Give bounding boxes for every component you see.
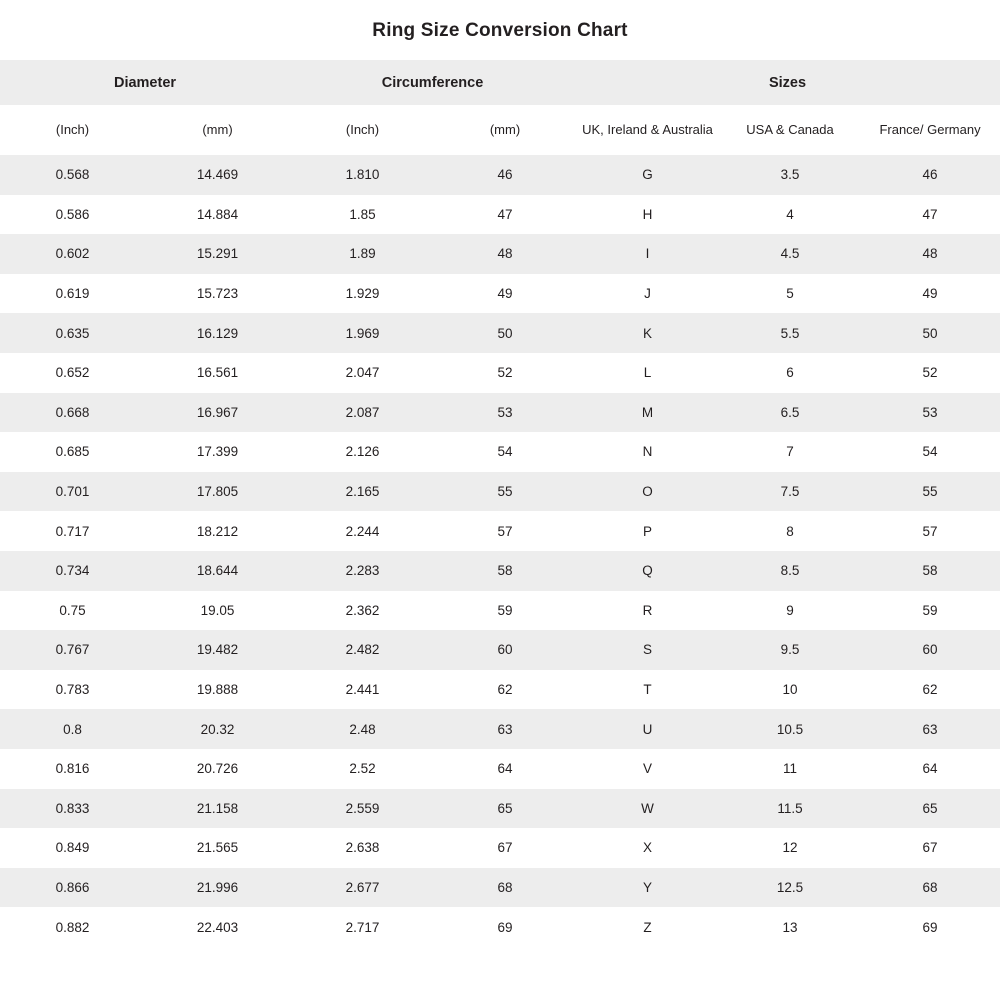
cell-diameter-inch: 0.685	[0, 432, 145, 472]
table-row	[0, 432, 1000, 472]
cell-usa-size: 10	[720, 670, 860, 710]
table-row	[0, 472, 1000, 512]
cell-circumference-mm: 57	[435, 511, 575, 551]
cell-diameter-inch: 0.602	[0, 234, 145, 274]
cell-circumference-inch: 1.89	[290, 234, 435, 274]
cell-france-size: 58	[860, 551, 1000, 591]
cell-uk-size: O	[575, 472, 720, 512]
column-header-diameter-inch: (Inch)	[0, 105, 145, 155]
cell-diameter-inch: 0.734	[0, 551, 145, 591]
cell-circumference-mm: 65	[435, 789, 575, 829]
cell-uk-size: Q	[575, 551, 720, 591]
cell-uk-size: Y	[575, 868, 720, 908]
table-header	[0, 60, 1000, 155]
table-row	[0, 313, 1000, 353]
cell-france-size: 64	[860, 749, 1000, 789]
sub-header-row	[0, 105, 1000, 155]
cell-circumference-inch: 2.638	[290, 828, 435, 868]
group-header-diameter: Diameter	[0, 60, 290, 105]
cell-circumference-mm: 59	[435, 591, 575, 631]
cell-france-size: 48	[860, 234, 1000, 274]
cell-diameter-mm: 21.158	[145, 789, 290, 829]
cell-diameter-inch: 0.882	[0, 907, 145, 947]
cell-circumference-inch: 2.087	[290, 393, 435, 433]
table-row	[0, 511, 1000, 551]
table-row	[0, 393, 1000, 433]
cell-france-size: 52	[860, 353, 1000, 393]
cell-diameter-mm: 18.212	[145, 511, 290, 551]
cell-circumference-mm: 60	[435, 630, 575, 670]
cell-usa-size: 5	[720, 274, 860, 314]
cell-circumference-mm: 68	[435, 868, 575, 908]
table-row	[0, 828, 1000, 868]
cell-uk-size: N	[575, 432, 720, 472]
table-row	[0, 274, 1000, 314]
cell-diameter-mm: 21.565	[145, 828, 290, 868]
cell-circumference-mm: 53	[435, 393, 575, 433]
cell-uk-size: W	[575, 789, 720, 829]
cell-circumference-inch: 2.559	[290, 789, 435, 829]
column-header-uk-ireland-australia: UK, Ireland & Australia	[575, 105, 720, 155]
cell-diameter-mm: 14.469	[145, 155, 290, 195]
cell-uk-size: L	[575, 353, 720, 393]
cell-circumference-mm: 49	[435, 274, 575, 314]
table-row	[0, 155, 1000, 195]
cell-diameter-inch: 0.767	[0, 630, 145, 670]
cell-uk-size: I	[575, 234, 720, 274]
table-row	[0, 789, 1000, 829]
cell-usa-size: 3.5	[720, 155, 860, 195]
cell-france-size: 55	[860, 472, 1000, 512]
column-header-usa-canada: USA & Canada	[720, 105, 860, 155]
column-header-france-germany: France/ Germany	[860, 105, 1000, 155]
cell-diameter-inch: 0.783	[0, 670, 145, 710]
cell-diameter-inch: 0.816	[0, 749, 145, 789]
cell-uk-size: T	[575, 670, 720, 710]
cell-diameter-inch: 0.833	[0, 789, 145, 829]
table-row	[0, 749, 1000, 789]
cell-circumference-mm: 48	[435, 234, 575, 274]
cell-france-size: 47	[860, 195, 1000, 235]
cell-usa-size: 4.5	[720, 234, 860, 274]
cell-diameter-mm: 21.996	[145, 868, 290, 908]
cell-uk-size: H	[575, 195, 720, 235]
cell-france-size: 68	[860, 868, 1000, 908]
cell-diameter-inch: 0.701	[0, 472, 145, 512]
cell-diameter-mm: 20.726	[145, 749, 290, 789]
cell-circumference-mm: 47	[435, 195, 575, 235]
cell-usa-size: 7.5	[720, 472, 860, 512]
cell-diameter-mm: 17.805	[145, 472, 290, 512]
cell-circumference-inch: 1.929	[290, 274, 435, 314]
cell-circumference-inch: 2.047	[290, 353, 435, 393]
cell-circumference-inch: 2.48	[290, 709, 435, 749]
cell-circumference-mm: 52	[435, 353, 575, 393]
cell-diameter-inch: 0.717	[0, 511, 145, 551]
table-row	[0, 868, 1000, 908]
cell-circumference-inch: 2.52	[290, 749, 435, 789]
cell-usa-size: 12.5	[720, 868, 860, 908]
cell-circumference-mm: 67	[435, 828, 575, 868]
table-row	[0, 551, 1000, 591]
cell-diameter-inch: 0.849	[0, 828, 145, 868]
column-header-diameter-mm: (mm)	[145, 105, 290, 155]
cell-france-size: 60	[860, 630, 1000, 670]
cell-france-size: 50	[860, 313, 1000, 353]
cell-diameter-mm: 17.399	[145, 432, 290, 472]
cell-diameter-inch: 0.866	[0, 868, 145, 908]
table-row	[0, 234, 1000, 274]
cell-diameter-mm: 15.723	[145, 274, 290, 314]
cell-circumference-inch: 2.165	[290, 472, 435, 512]
cell-usa-size: 4	[720, 195, 860, 235]
cell-france-size: 65	[860, 789, 1000, 829]
cell-uk-size: P	[575, 511, 720, 551]
cell-uk-size: G	[575, 155, 720, 195]
cell-circumference-mm: 50	[435, 313, 575, 353]
cell-france-size: 62	[860, 670, 1000, 710]
cell-france-size: 59	[860, 591, 1000, 631]
group-header-circumference: Circumference	[290, 60, 575, 105]
cell-diameter-mm: 20.32	[145, 709, 290, 749]
cell-france-size: 49	[860, 274, 1000, 314]
cell-diameter-mm: 18.644	[145, 551, 290, 591]
table-body	[0, 155, 1000, 947]
cell-usa-size: 11.5	[720, 789, 860, 829]
cell-circumference-mm: 69	[435, 907, 575, 947]
cell-diameter-mm: 19.482	[145, 630, 290, 670]
cell-uk-size: Z	[575, 907, 720, 947]
cell-diameter-mm: 15.291	[145, 234, 290, 274]
cell-uk-size: V	[575, 749, 720, 789]
cell-circumference-inch: 1.810	[290, 155, 435, 195]
column-header-circumference-mm: (mm)	[435, 105, 575, 155]
cell-uk-size: U	[575, 709, 720, 749]
page-title: Ring Size Conversion Chart	[372, 20, 628, 41]
cell-circumference-inch: 2.482	[290, 630, 435, 670]
cell-circumference-mm: 63	[435, 709, 575, 749]
cell-circumference-inch: 2.362	[290, 591, 435, 631]
cell-usa-size: 11	[720, 749, 860, 789]
cell-circumference-inch: 1.85	[290, 195, 435, 235]
cell-usa-size: 9.5	[720, 630, 860, 670]
table-row	[0, 353, 1000, 393]
cell-diameter-mm: 19.05	[145, 591, 290, 631]
cell-france-size: 67	[860, 828, 1000, 868]
cell-diameter-mm: 16.129	[145, 313, 290, 353]
table-row	[0, 630, 1000, 670]
cell-circumference-mm: 46	[435, 155, 575, 195]
cell-france-size: 69	[860, 907, 1000, 947]
cell-uk-size: X	[575, 828, 720, 868]
cell-diameter-inch: 0.568	[0, 155, 145, 195]
cell-diameter-mm: 19.888	[145, 670, 290, 710]
column-header-circumference-inch: (Inch)	[290, 105, 435, 155]
cell-circumference-inch: 2.283	[290, 551, 435, 591]
cell-usa-size: 8	[720, 511, 860, 551]
cell-usa-size: 6	[720, 353, 860, 393]
cell-diameter-inch: 0.635	[0, 313, 145, 353]
cell-france-size: 63	[860, 709, 1000, 749]
cell-france-size: 53	[860, 393, 1000, 433]
ring-size-table	[0, 60, 1000, 947]
cell-france-size: 54	[860, 432, 1000, 472]
group-header-row	[0, 60, 1000, 105]
cell-diameter-inch: 0.652	[0, 353, 145, 393]
cell-circumference-inch: 2.126	[290, 432, 435, 472]
cell-circumference-inch: 2.717	[290, 907, 435, 947]
cell-diameter-mm: 14.884	[145, 195, 290, 235]
cell-uk-size: S	[575, 630, 720, 670]
cell-usa-size: 10.5	[720, 709, 860, 749]
cell-usa-size: 8.5	[720, 551, 860, 591]
cell-circumference-mm: 55	[435, 472, 575, 512]
table-row	[0, 670, 1000, 710]
table-row	[0, 591, 1000, 631]
cell-uk-size: R	[575, 591, 720, 631]
cell-uk-size: K	[575, 313, 720, 353]
cell-usa-size: 7	[720, 432, 860, 472]
group-header-sizes: Sizes	[575, 60, 1000, 105]
cell-uk-size: J	[575, 274, 720, 314]
cell-uk-size: M	[575, 393, 720, 433]
cell-diameter-inch: 0.619	[0, 274, 145, 314]
cell-usa-size: 12	[720, 828, 860, 868]
cell-usa-size: 6.5	[720, 393, 860, 433]
cell-diameter-inch: 0.668	[0, 393, 145, 433]
cell-circumference-inch: 2.441	[290, 670, 435, 710]
cell-diameter-inch: 0.586	[0, 195, 145, 235]
table-row	[0, 709, 1000, 749]
table-row	[0, 195, 1000, 235]
cell-diameter-inch: 0.8	[0, 709, 145, 749]
cell-usa-size: 13	[720, 907, 860, 947]
cell-circumference-inch: 1.969	[290, 313, 435, 353]
cell-circumference-inch: 2.244	[290, 511, 435, 551]
cell-circumference-mm: 62	[435, 670, 575, 710]
cell-diameter-mm: 16.967	[145, 393, 290, 433]
cell-diameter-mm: 22.403	[145, 907, 290, 947]
cell-diameter-mm: 16.561	[145, 353, 290, 393]
cell-usa-size: 5.5	[720, 313, 860, 353]
cell-diameter-inch: 0.75	[0, 591, 145, 631]
cell-france-size: 57	[860, 511, 1000, 551]
cell-usa-size: 9	[720, 591, 860, 631]
cell-circumference-mm: 54	[435, 432, 575, 472]
cell-circumference-mm: 64	[435, 749, 575, 789]
cell-circumference-mm: 58	[435, 551, 575, 591]
cell-france-size: 46	[860, 155, 1000, 195]
table-row	[0, 907, 1000, 947]
cell-circumference-inch: 2.677	[290, 868, 435, 908]
